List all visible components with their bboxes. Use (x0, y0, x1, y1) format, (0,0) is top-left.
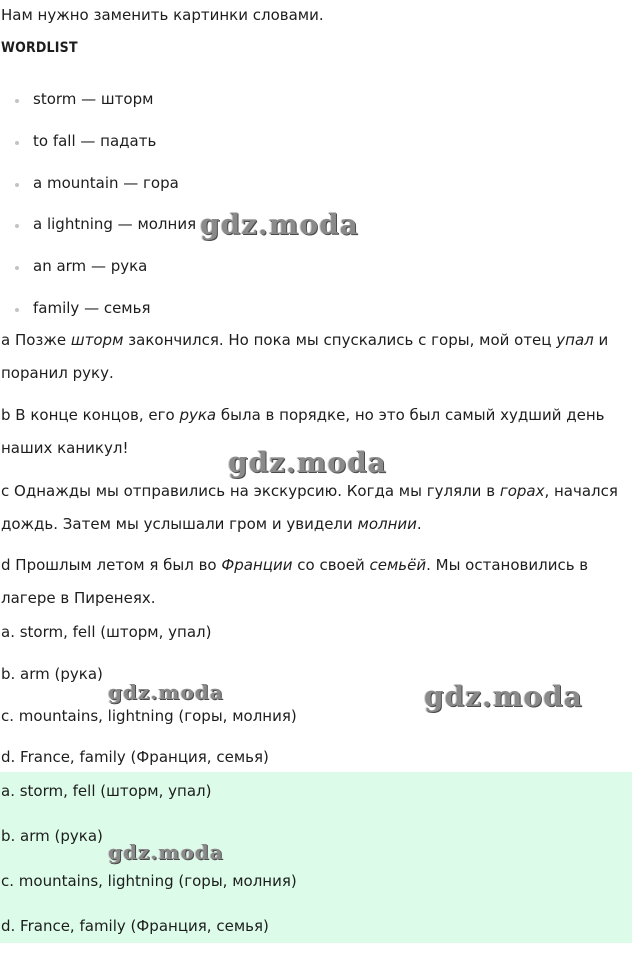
highlighted-answer-line: c. mountains, lightning (горы, молния) (1, 872, 297, 890)
wordlist-item: a lightning — молния (33, 215, 197, 233)
paragraph-emphasis: шторм (70, 331, 124, 349)
wordlist-item: storm — шторм (33, 90, 154, 108)
paragraph-b (1, 399, 621, 465)
wordlist-item: family — семья (33, 299, 151, 317)
paragraph-text: d Прошлым летом я был во (1, 556, 222, 574)
wordlist-item: a mountain — гора (33, 174, 179, 192)
paragraph-text: . (416, 515, 422, 533)
paragraph-text: , начался дождь. Затем мы услышали гром и увидели (1, 482, 618, 533)
paragraph-text: a Позже (1, 331, 71, 349)
paragraph-text: и поранил руку. (1, 331, 609, 382)
wordlist-item: to fall — падать (33, 132, 157, 150)
watermark: gdz.moda (200, 208, 359, 241)
answer-line: d. France, family (Франция, семья) (1, 748, 269, 766)
paragraph-emphasis: рука (179, 406, 217, 424)
answer-line: c. mountains, lightning (горы, молния) (1, 707, 297, 725)
wordlist-title: WORDLIST (1, 40, 78, 56)
paragraph-emphasis: семьёй (369, 556, 427, 574)
paragraph-emphasis: молнии (357, 515, 417, 533)
paragraph-emphasis: упал (556, 331, 594, 349)
intro-text: Нам нужно заменить картинки словами. (1, 6, 324, 24)
watermark: gdz.moda (108, 680, 224, 704)
paragraph-text: со своей (292, 556, 370, 574)
highlighted-answer-line: d. France, family (Франция, семья) (1, 917, 269, 935)
paragraph-text: c Однажды мы отправились на экскурсию. Когда мы гуляли в (1, 482, 500, 500)
paragraph-a (1, 324, 621, 390)
answer-line: b. arm (рука) (1, 665, 103, 683)
paragraph-emphasis: Франции (221, 556, 293, 574)
highlighted-answer-line: a. storm, fell (шторм, упал) (1, 782, 212, 800)
watermark: gdz.moda (228, 446, 387, 479)
wordlist-item: an arm — рука (33, 257, 148, 275)
watermark: gdz.moda (424, 680, 583, 713)
paragraph-text: . Мы остановились в лагере в Пиренеях. (1, 556, 589, 607)
paragraph-text: b В конце концов, его (1, 406, 180, 424)
paragraph-d (1, 549, 621, 615)
highlighted-answer-line: b. arm (рука) (1, 827, 103, 845)
paragraph-text: закончился. Но пока мы спускались с горы, мой отец (123, 331, 557, 349)
paragraph-text: была в порядке, но это был самый худший день наших каникул! (1, 406, 605, 457)
paragraph-emphasis: горах (499, 482, 545, 500)
answer-line: a. storm, fell (шторм, упал) (1, 623, 212, 641)
paragraph-c (1, 475, 621, 541)
watermark: gdz.moda (108, 840, 224, 864)
